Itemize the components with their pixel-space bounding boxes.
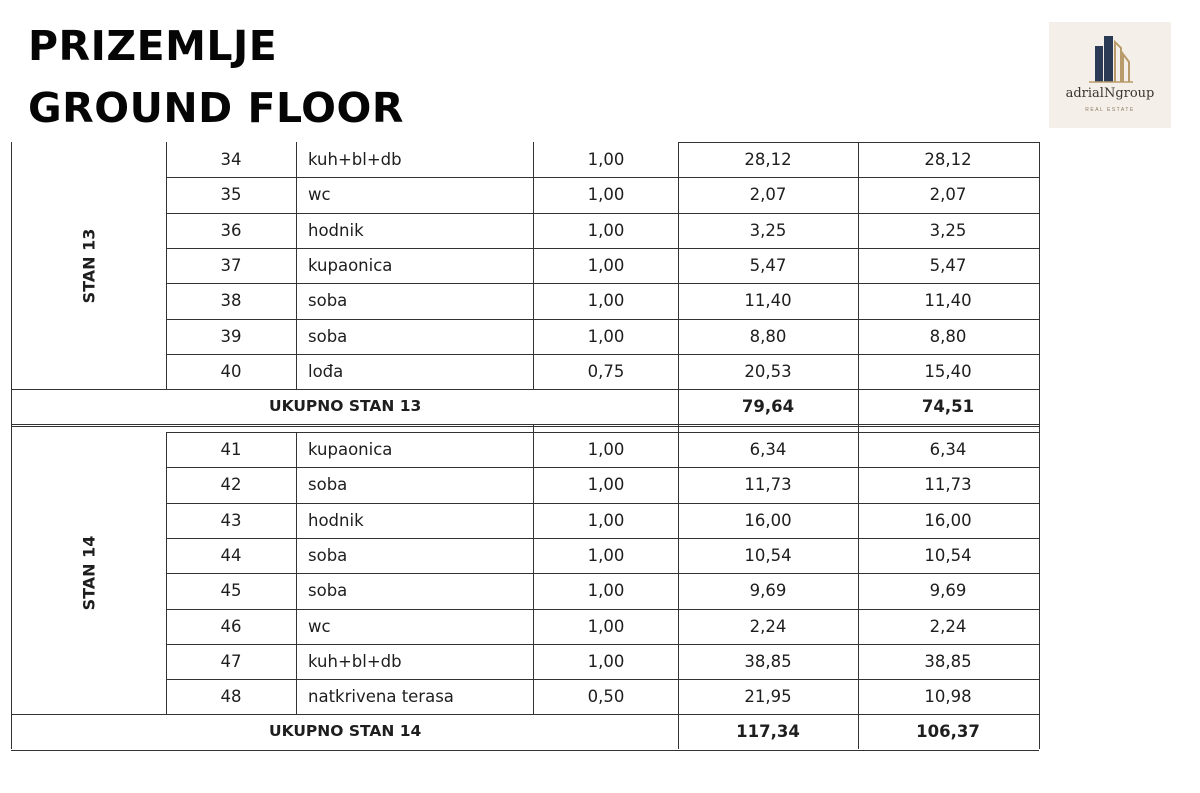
room-name: lođa: [308, 362, 344, 381]
weighted-area: 11,40: [924, 291, 972, 310]
area-coefficient: 1,00: [587, 475, 625, 494]
table-rule: [678, 432, 679, 714]
room-name: soba: [308, 581, 348, 600]
weighted-area: 15,40: [924, 362, 972, 381]
room-area: 5,47: [749, 256, 787, 275]
apartment-total-area: 117,34: [736, 722, 800, 741]
area-coefficient: 1,00: [587, 150, 625, 169]
room-number: 36: [220, 221, 242, 240]
room-area: 9,69: [749, 581, 787, 600]
room-number: 40: [220, 362, 242, 381]
area-coefficient: 1,00: [587, 652, 625, 671]
weighted-area: 9,69: [929, 581, 967, 600]
apartment-total-label: UKUPNO STAN 13: [269, 397, 422, 415]
table-rule: [11, 142, 12, 389]
area-coefficient: 1,00: [587, 546, 625, 565]
room-area: 11,40: [744, 291, 792, 310]
room-name: natkrivena terasa: [308, 687, 454, 706]
apartment-label: STAN 13: [79, 228, 98, 303]
room-area: 3,25: [749, 221, 787, 240]
room-number: 34: [220, 150, 242, 169]
buildings-icon: [1087, 32, 1135, 84]
weighted-area: 3,25: [929, 221, 967, 240]
room-area: 2,24: [749, 617, 787, 636]
table-rule: [858, 432, 859, 714]
table-rule: [1039, 389, 1040, 424]
table-rule: [166, 142, 167, 389]
room-number: 48: [220, 687, 242, 706]
room-area: 28,12: [744, 150, 792, 169]
room-name: soba: [308, 327, 348, 346]
table-rule: [296, 432, 297, 714]
room-number: 38: [220, 291, 242, 310]
table-rule: [11, 432, 12, 714]
weighted-area: 16,00: [924, 511, 972, 530]
room-name: hodnik: [308, 511, 364, 530]
table-rule: [11, 426, 1039, 427]
table-rule: [1039, 142, 1040, 389]
page-title-local: PRIZEMLJE: [28, 22, 278, 70]
room-number: 44: [220, 546, 242, 565]
area-coefficient: 1,00: [587, 256, 625, 275]
area-coefficient: 0,75: [587, 362, 625, 381]
weighted-area: 38,85: [924, 652, 972, 671]
room-name: kuh+bl+db: [308, 652, 402, 671]
area-coefficient: 1,00: [587, 440, 625, 459]
apartment-total-weighted-area: 106,37: [916, 722, 980, 741]
weighted-area: 8,80: [929, 327, 967, 346]
area-coefficient: 1,00: [587, 185, 625, 204]
table-rule: [1039, 432, 1040, 714]
area-coefficient: 0,50: [587, 687, 625, 706]
room-name: soba: [308, 546, 348, 565]
weighted-area: 2,24: [929, 617, 967, 636]
room-area: 10,54: [744, 546, 792, 565]
room-name: hodnik: [308, 221, 364, 240]
logo-tagline: REAL ESTATE: [1085, 107, 1135, 113]
room-name: kuh+bl+db: [308, 150, 402, 169]
table-rule: [858, 424, 859, 432]
room-name: kupaonica: [308, 440, 393, 459]
room-name: wc: [308, 617, 331, 636]
room-name: kupaonica: [308, 256, 393, 275]
area-coefficient: 1,00: [587, 511, 625, 530]
room-number: 42: [220, 475, 242, 494]
room-name: soba: [308, 475, 348, 494]
weighted-area: 10,54: [924, 546, 972, 565]
table-rule: [11, 714, 12, 749]
table-rule: [1039, 424, 1040, 432]
weighted-area: 28,12: [924, 150, 972, 169]
room-number: 39: [220, 327, 242, 346]
area-coefficient: 1,00: [587, 221, 625, 240]
area-coefficient: 1,00: [587, 327, 625, 346]
company-logo: [1049, 22, 1171, 128]
weighted-area: 11,73: [924, 475, 972, 494]
table-rule: [11, 750, 1039, 751]
room-number: 37: [220, 256, 242, 275]
table-rule: [533, 432, 534, 714]
room-name: soba: [308, 291, 348, 310]
room-number: 43: [220, 511, 242, 530]
page-title-english: GROUND FLOOR: [28, 84, 404, 132]
area-coefficient: 1,00: [587, 291, 625, 310]
room-number: 47: [220, 652, 242, 671]
room-area: 8,80: [749, 327, 787, 346]
room-area: 2,07: [749, 185, 787, 204]
weighted-area: 6,34: [929, 440, 967, 459]
room-area: 38,85: [744, 652, 792, 671]
apartment-total-weighted-area: 74,51: [921, 397, 975, 416]
room-name: wc: [308, 185, 331, 204]
room-area: 21,95: [744, 687, 792, 706]
room-number: 46: [220, 617, 242, 636]
table-rule: [11, 424, 1039, 425]
logo-brand-name: adrialNgroup: [1065, 86, 1155, 101]
room-area: 11,73: [744, 475, 792, 494]
area-coefficient: 1,00: [587, 581, 625, 600]
table-rule: [166, 432, 167, 714]
weighted-area: 10,98: [924, 687, 972, 706]
table-rule: [678, 424, 679, 432]
room-area: 16,00: [744, 511, 792, 530]
table-rule: [11, 424, 12, 432]
table-rule: [296, 142, 297, 389]
table-rule: [11, 389, 1039, 390]
weighted-area: 2,07: [929, 185, 967, 204]
room-area: 20,53: [744, 362, 792, 381]
apartment-label: STAN 14: [79, 535, 98, 611]
room-number: 41: [220, 440, 242, 459]
weighted-area: 5,47: [929, 256, 967, 275]
room-number: 35: [220, 185, 242, 204]
area-coefficient: 1,00: [587, 617, 625, 636]
apartment-total-area: 79,64: [741, 397, 795, 416]
table-rule: [533, 424, 534, 432]
room-area: 6,34: [749, 440, 787, 459]
apartment-total-label: UKUPNO STAN 14: [269, 722, 422, 740]
table-rule: [11, 389, 12, 424]
table-rule: [1039, 714, 1040, 749]
room-number: 45: [220, 581, 242, 600]
